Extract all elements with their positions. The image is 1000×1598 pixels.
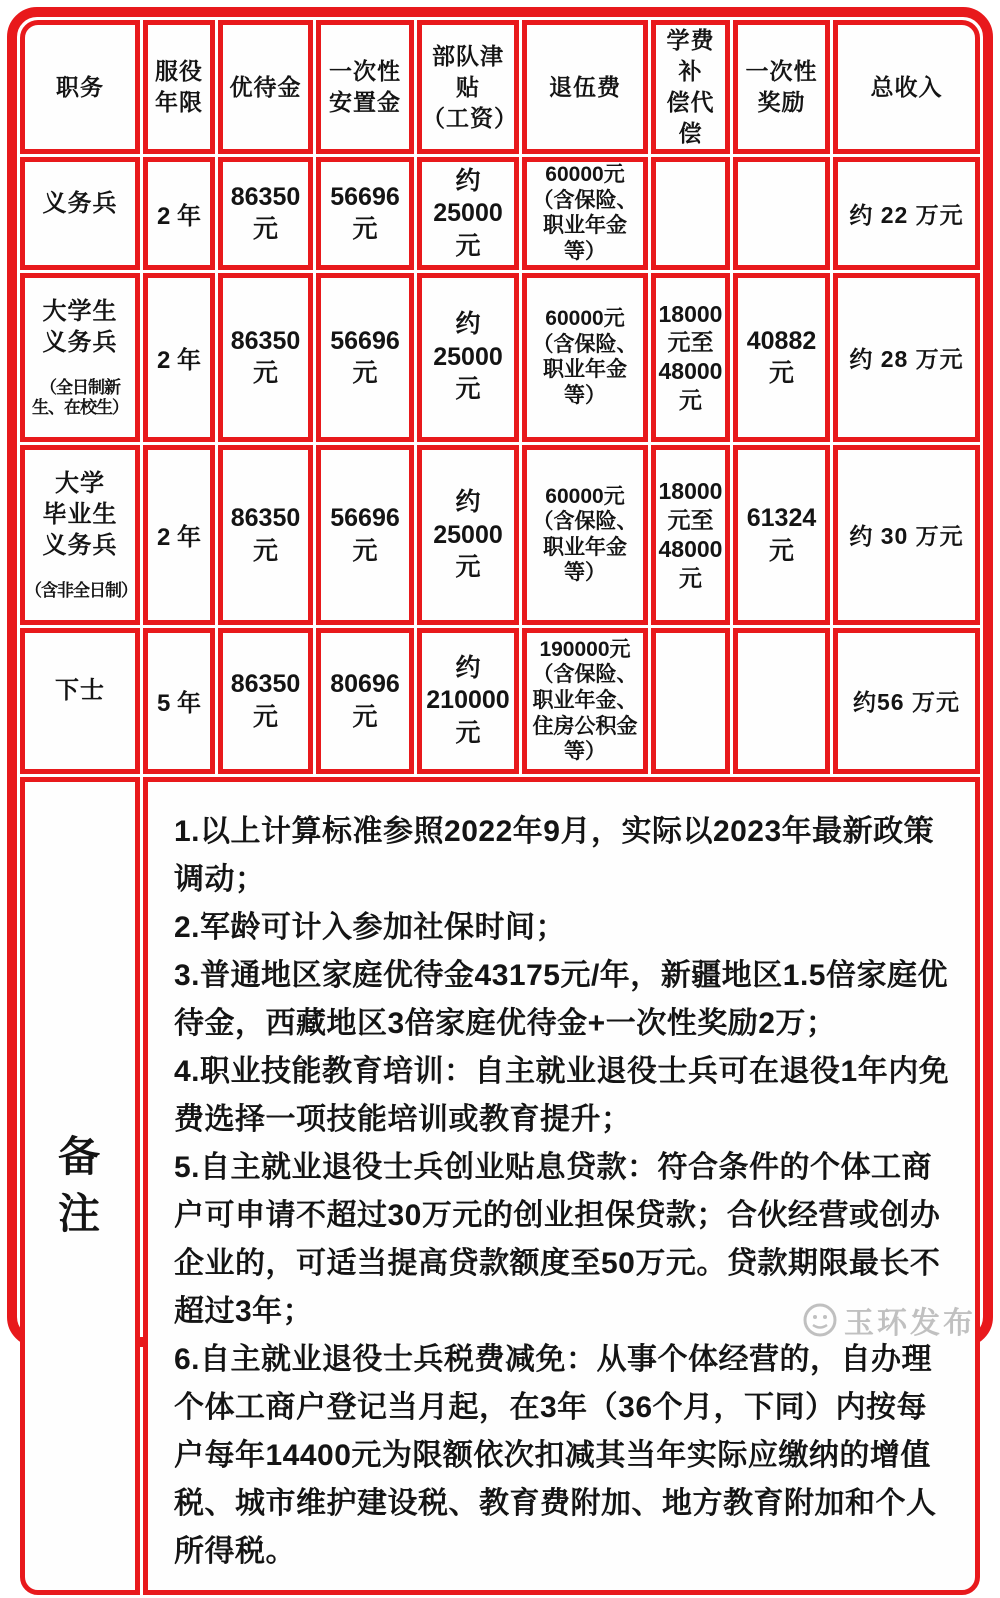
cell-tuition [651,157,730,269]
col-header-allowance: 部队津贴 （工资） [417,20,519,154]
notes-row [20,777,980,1595]
col-header-position: 职务 [20,20,140,154]
cell-discharge: 60000元 （含保险、 职业年金 等） [522,157,648,269]
cell-position [20,273,140,442]
cell-reward: 40882 元 [733,273,830,442]
note-item-3: 3.普通地区家庭优待金43175元/年，新疆地区1.5倍家庭优待金，西藏地区3倍家庭优待金+一次性奖励2万； [174,958,948,1040]
position-name: 下士 [55,677,105,705]
cell-settlement: 80696 元 [316,628,414,774]
cell-total: 约 22 万元 [833,157,980,269]
cell-discharge: 60000元 （含保险、 职业年金 等） [522,445,648,625]
col-header-service-years: 服役 年限 [143,20,215,154]
col-header-discharge: 退伍费 [522,20,648,154]
cell-preferential: 86350 元 [218,273,313,442]
cell-service-years: 5 年 [143,628,215,774]
cell-position [20,157,140,269]
cell-service-years: 2 年 [143,445,215,625]
table-row-college-student-conscript [20,273,980,442]
cell-reward [733,628,830,774]
col-header-reward: 一次性 奖励 [733,20,830,154]
cell-service-years: 2 年 [143,273,215,442]
note-item-1: 1.以上计算标准参照2022年9月，实际以2023年最新政策调动； [174,814,935,896]
cell-settlement: 56696 元 [316,157,414,269]
position-name: 义务兵 [42,189,118,217]
cell-total: 约 30 万元 [833,445,980,625]
cell-tuition: 18000 元至 48000 元 [651,445,730,625]
benefits-table-sheet [7,7,993,1568]
cell-tuition [651,628,730,774]
notes-label: 备 注 [20,777,140,1595]
cell-allowance: 约 25000 元 [417,445,519,625]
cell-settlement: 56696 元 [316,445,414,625]
cell-service-years: 2 年 [143,157,215,269]
cell-preferential: 86350 元 [218,157,313,269]
cell-position [20,445,140,625]
col-header-total: 总收入 [833,20,980,154]
cell-preferential: 86350 元 [218,628,313,774]
cell-preferential: 86350 元 [218,445,313,625]
notes-body [143,777,980,1595]
cell-reward: 61324 元 [733,445,830,625]
header-row [20,20,980,154]
watermark-label: 玉环发布 [844,1307,976,1340]
cell-reward [733,157,830,269]
position-note: （含非全日制） [25,581,137,601]
note-item-5: 5.自主就业退役士兵创业贴息贷款：符合条件的个体工商户可申请不超过30万元的创业担保贷款；合伙经营或创办企业的，可适当提高贷款额度至50万元。贷款期限最长不超过3年； [174,1150,941,1328]
cell-allowance: 约 210000 元 [417,628,519,774]
position-name: 大学生 义务兵 [42,297,118,356]
col-header-tuition: 学费补 偿代偿 [651,20,730,154]
cell-tuition: 18000 元至 48000 元 [651,273,730,442]
note-item-6: 6.自主就业退役士兵税费减免：从事个体经营的，自办理个体工商户登记当月起，在3年（36个月，下同）内按每户每年14400元为限额依次扣减其当年实际应缴纳的增值税、城市维护建设税、教育费附加、地方教育附加和个人所得税。 [174,1342,937,1568]
cell-discharge: 190000元 （含保险、 职业年金、 住房公积金 等） [522,628,648,774]
cell-total: 约 28 万元 [833,273,980,442]
cell-total: 约56 万元 [833,628,980,774]
note-item-4: 4.职业技能教育培训：自主就业退役士兵可在退役1年内免费选择一项技能培训或教育提升； [174,1054,950,1136]
cell-discharge: 60000元 （含保险、 职业年金 等） [522,273,648,442]
col-header-preferential: 优待金 [218,20,313,154]
col-header-settlement: 一次性 安置金 [316,20,414,154]
cell-settlement: 56696 元 [316,273,414,442]
table-row-conscript [20,157,980,269]
benefits-table [17,17,983,1598]
note-item-2: 2.军龄可计入参加社保时间； [174,910,567,944]
table-row-corporal [20,628,980,774]
table-row-college-graduate-conscript [20,445,980,625]
position-name: 大学 毕业生 义务兵 [42,469,118,560]
cell-allowance: 约 25000 元 [417,273,519,442]
position-note: （全日制新 生、在校生） [32,378,128,418]
cell-position [20,628,140,774]
cell-allowance: 约 25000 元 [417,157,519,269]
